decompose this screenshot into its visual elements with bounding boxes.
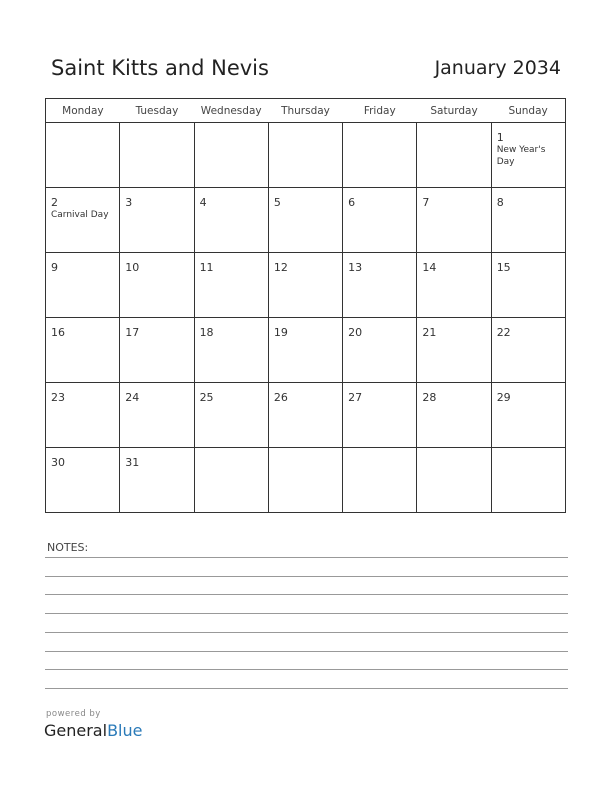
day-number: 20 (348, 326, 363, 339)
day-cell[interactable] (343, 123, 417, 188)
day-number: 8 (496, 196, 504, 209)
weekday-header: Saturday (417, 99, 491, 123)
day-cell[interactable] (194, 253, 268, 318)
day-cell[interactable] (46, 448, 120, 513)
day-number: 25 (199, 391, 214, 404)
day-cell[interactable] (417, 123, 491, 188)
day-number: 6 (348, 196, 356, 209)
holiday-label: Carnival Day (51, 210, 109, 220)
day-cell[interactable] (46, 318, 120, 383)
day-cell[interactable] (491, 123, 565, 188)
weekday-header: Friday (343, 99, 417, 123)
notes-label: NOTES: (47, 541, 89, 554)
notes-line (45, 594, 568, 595)
day-cell[interactable] (194, 383, 268, 448)
weekday-header: Tuesday (120, 99, 194, 123)
day-cell[interactable] (491, 253, 565, 318)
day-cell[interactable] (343, 253, 417, 318)
day-cell[interactable] (194, 123, 268, 188)
week-row (46, 448, 566, 513)
day-number: 21 (422, 326, 437, 339)
day-cell[interactable] (46, 188, 120, 253)
notes-line (45, 632, 568, 633)
weekday-header: Sunday (491, 99, 565, 123)
brand-general: General (44, 721, 108, 740)
day-cell[interactable] (491, 318, 565, 383)
day-cell[interactable] (46, 253, 120, 318)
day-number: 16 (51, 326, 65, 339)
day-number: 27 (348, 391, 363, 404)
week-row (46, 383, 566, 448)
day-number: 18 (199, 326, 214, 339)
day-number: 15 (496, 261, 511, 274)
day-cell[interactable] (491, 383, 565, 448)
day-cell[interactable] (491, 448, 565, 513)
weekday-header: Monday (46, 99, 120, 123)
day-cell[interactable] (417, 188, 491, 253)
week-row (46, 253, 566, 318)
weekday-header-row (46, 99, 566, 123)
powered-by-label: powered by (46, 709, 101, 719)
day-cell[interactable] (343, 188, 417, 253)
day-number: 5 (273, 196, 281, 209)
day-cell[interactable] (268, 448, 342, 513)
day-number: 13 (348, 261, 363, 274)
day-number: 23 (51, 391, 65, 404)
day-number: 17 (125, 326, 140, 339)
day-number: 28 (422, 391, 437, 404)
day-number: 4 (199, 196, 207, 209)
day-number: 19 (273, 326, 288, 339)
day-cell[interactable] (194, 318, 268, 383)
day-cell[interactable] (120, 448, 194, 513)
day-cell[interactable] (417, 448, 491, 513)
calendar-grid (45, 98, 566, 513)
day-cell[interactable] (417, 318, 491, 383)
day-cell[interactable] (268, 253, 342, 318)
day-number: 2 (51, 196, 58, 209)
day-number: 24 (125, 391, 140, 404)
day-cell[interactable] (268, 383, 342, 448)
week-row (46, 318, 566, 383)
day-cell[interactable] (120, 123, 194, 188)
day-cell[interactable] (343, 318, 417, 383)
notes-line (45, 651, 568, 652)
day-number: 11 (199, 261, 214, 274)
day-cell[interactable] (491, 188, 565, 253)
day-number: 10 (125, 261, 140, 274)
day-cell[interactable] (417, 253, 491, 318)
brand-blue: Blue (107, 721, 143, 740)
day-number: 22 (496, 326, 511, 339)
weekday-header: Wednesday (194, 99, 268, 123)
day-number: 31 (125, 456, 140, 469)
day-cell[interactable] (120, 253, 194, 318)
day-cell[interactable] (46, 123, 120, 188)
week-row (46, 123, 566, 188)
page-title: Saint Kitts and Nevis (51, 56, 269, 80)
day-cell[interactable] (268, 318, 342, 383)
day-cell[interactable] (120, 383, 194, 448)
day-cell[interactable] (120, 318, 194, 383)
day-cell[interactable] (268, 123, 342, 188)
notes-line (45, 688, 568, 689)
day-number: 14 (422, 261, 437, 274)
day-cell[interactable] (268, 188, 342, 253)
day-cell[interactable] (417, 383, 491, 448)
week-row (46, 188, 566, 253)
brand-logo[interactable] (44, 721, 142, 740)
day-number: 9 (51, 261, 58, 274)
notes-line (45, 576, 568, 577)
day-number: 1 (496, 131, 504, 144)
day-number: 3 (125, 196, 133, 209)
day-cell[interactable] (194, 188, 268, 253)
holiday-label: New Year's Day (496, 145, 546, 167)
day-cell[interactable] (343, 383, 417, 448)
day-cell[interactable] (194, 448, 268, 513)
day-number: 12 (273, 261, 288, 274)
day-number: 30 (51, 456, 65, 469)
notes-line (45, 669, 568, 670)
weekday-header: Thursday (268, 99, 342, 123)
day-number: 7 (422, 196, 430, 209)
day-cell[interactable] (120, 188, 194, 253)
notes-line (45, 613, 568, 614)
day-cell[interactable] (46, 383, 120, 448)
day-number: 29 (496, 391, 511, 404)
day-number: 26 (273, 391, 288, 404)
notes-line (45, 557, 568, 558)
month-year-label: January 2034 (434, 57, 561, 79)
day-cell[interactable] (343, 448, 417, 513)
